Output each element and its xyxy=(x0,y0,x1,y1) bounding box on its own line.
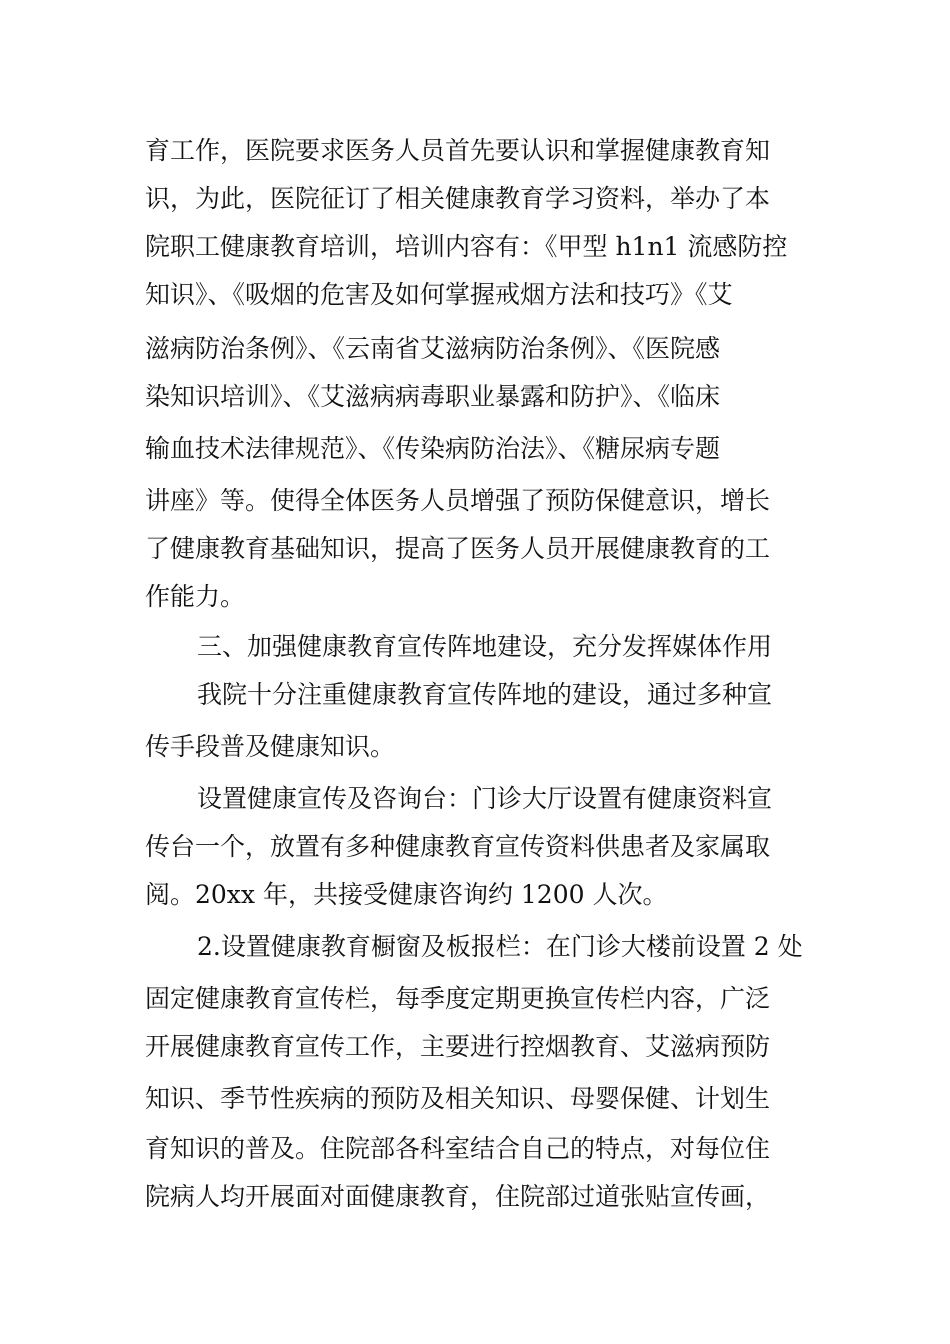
text-line: 输血技术法律规范》、《传染病防治法》、《糖尿病专题 xyxy=(145,434,721,463)
text-line: 了健康教育基础知识，提高了医务人员开展健康教育的工 xyxy=(145,534,771,563)
text-line: 传手段普及健康知识。 xyxy=(145,732,396,761)
text-line: 开展健康教育宣传工作，主要进行控烟教育、艾滋病预防 xyxy=(145,1032,771,1061)
text-line: 滋病防治条例》、《云南省艾滋病防治条例》、《医院感 xyxy=(145,334,721,363)
text-line: 知识、季节性疾病的预防及相关知识、母婴保健、计划生 xyxy=(145,1084,771,1113)
text-line: 我院十分注重健康教育宣传阵地的建设，通过多种宣 xyxy=(197,680,773,709)
text-line: 作能力。 xyxy=(145,582,246,611)
text-line: 院病人均开展面对面健康教育，住院部过道张贴宣传画， xyxy=(145,1182,771,1211)
text-line: 阅。20xx 年，共接受健康咨询约 1200 人次。 xyxy=(145,880,668,909)
text-line: 育知识的普及。住院部各科室结合自己的特点，对每位住 xyxy=(145,1134,771,1163)
text-line: 院职工健康教育培训，培训内容有：《甲型 h1n1 流感防控 xyxy=(145,232,788,261)
text-line: 固定健康教育宣传栏，每季度定期更换宣传栏内容，广泛 xyxy=(145,984,771,1013)
text-line: 设置健康宣传及咨询台：门诊大厅设置有健康资料宣 xyxy=(197,784,773,813)
text-line: 识，为此，医院征订了相关健康教育学习资料，举办了本 xyxy=(145,184,771,213)
text-line: 育工作，医院要求医务人员首先要认识和掌握健康教育知 xyxy=(145,136,771,165)
text-line: 2.设置健康教育橱窗及板报栏：在门诊大楼前设置 2 处 xyxy=(197,932,803,961)
text-line: 知识》、《吸烟的危害及如何掌握戒烟方法和技巧》《艾 xyxy=(145,280,733,309)
text-line: 传台一个，放置有多种健康教育宣传资料供患者及家属取 xyxy=(145,832,771,861)
text-line: 讲座》等。使得全体医务人员增强了预防保健意识，增长 xyxy=(145,486,771,515)
section-heading: 三、加强健康教育宣传阵地建设，充分发挥媒体作用 xyxy=(197,632,773,661)
text-line: 染知识培训》、《艾滋病病毒职业暴露和防护》、《临床 xyxy=(145,382,721,411)
